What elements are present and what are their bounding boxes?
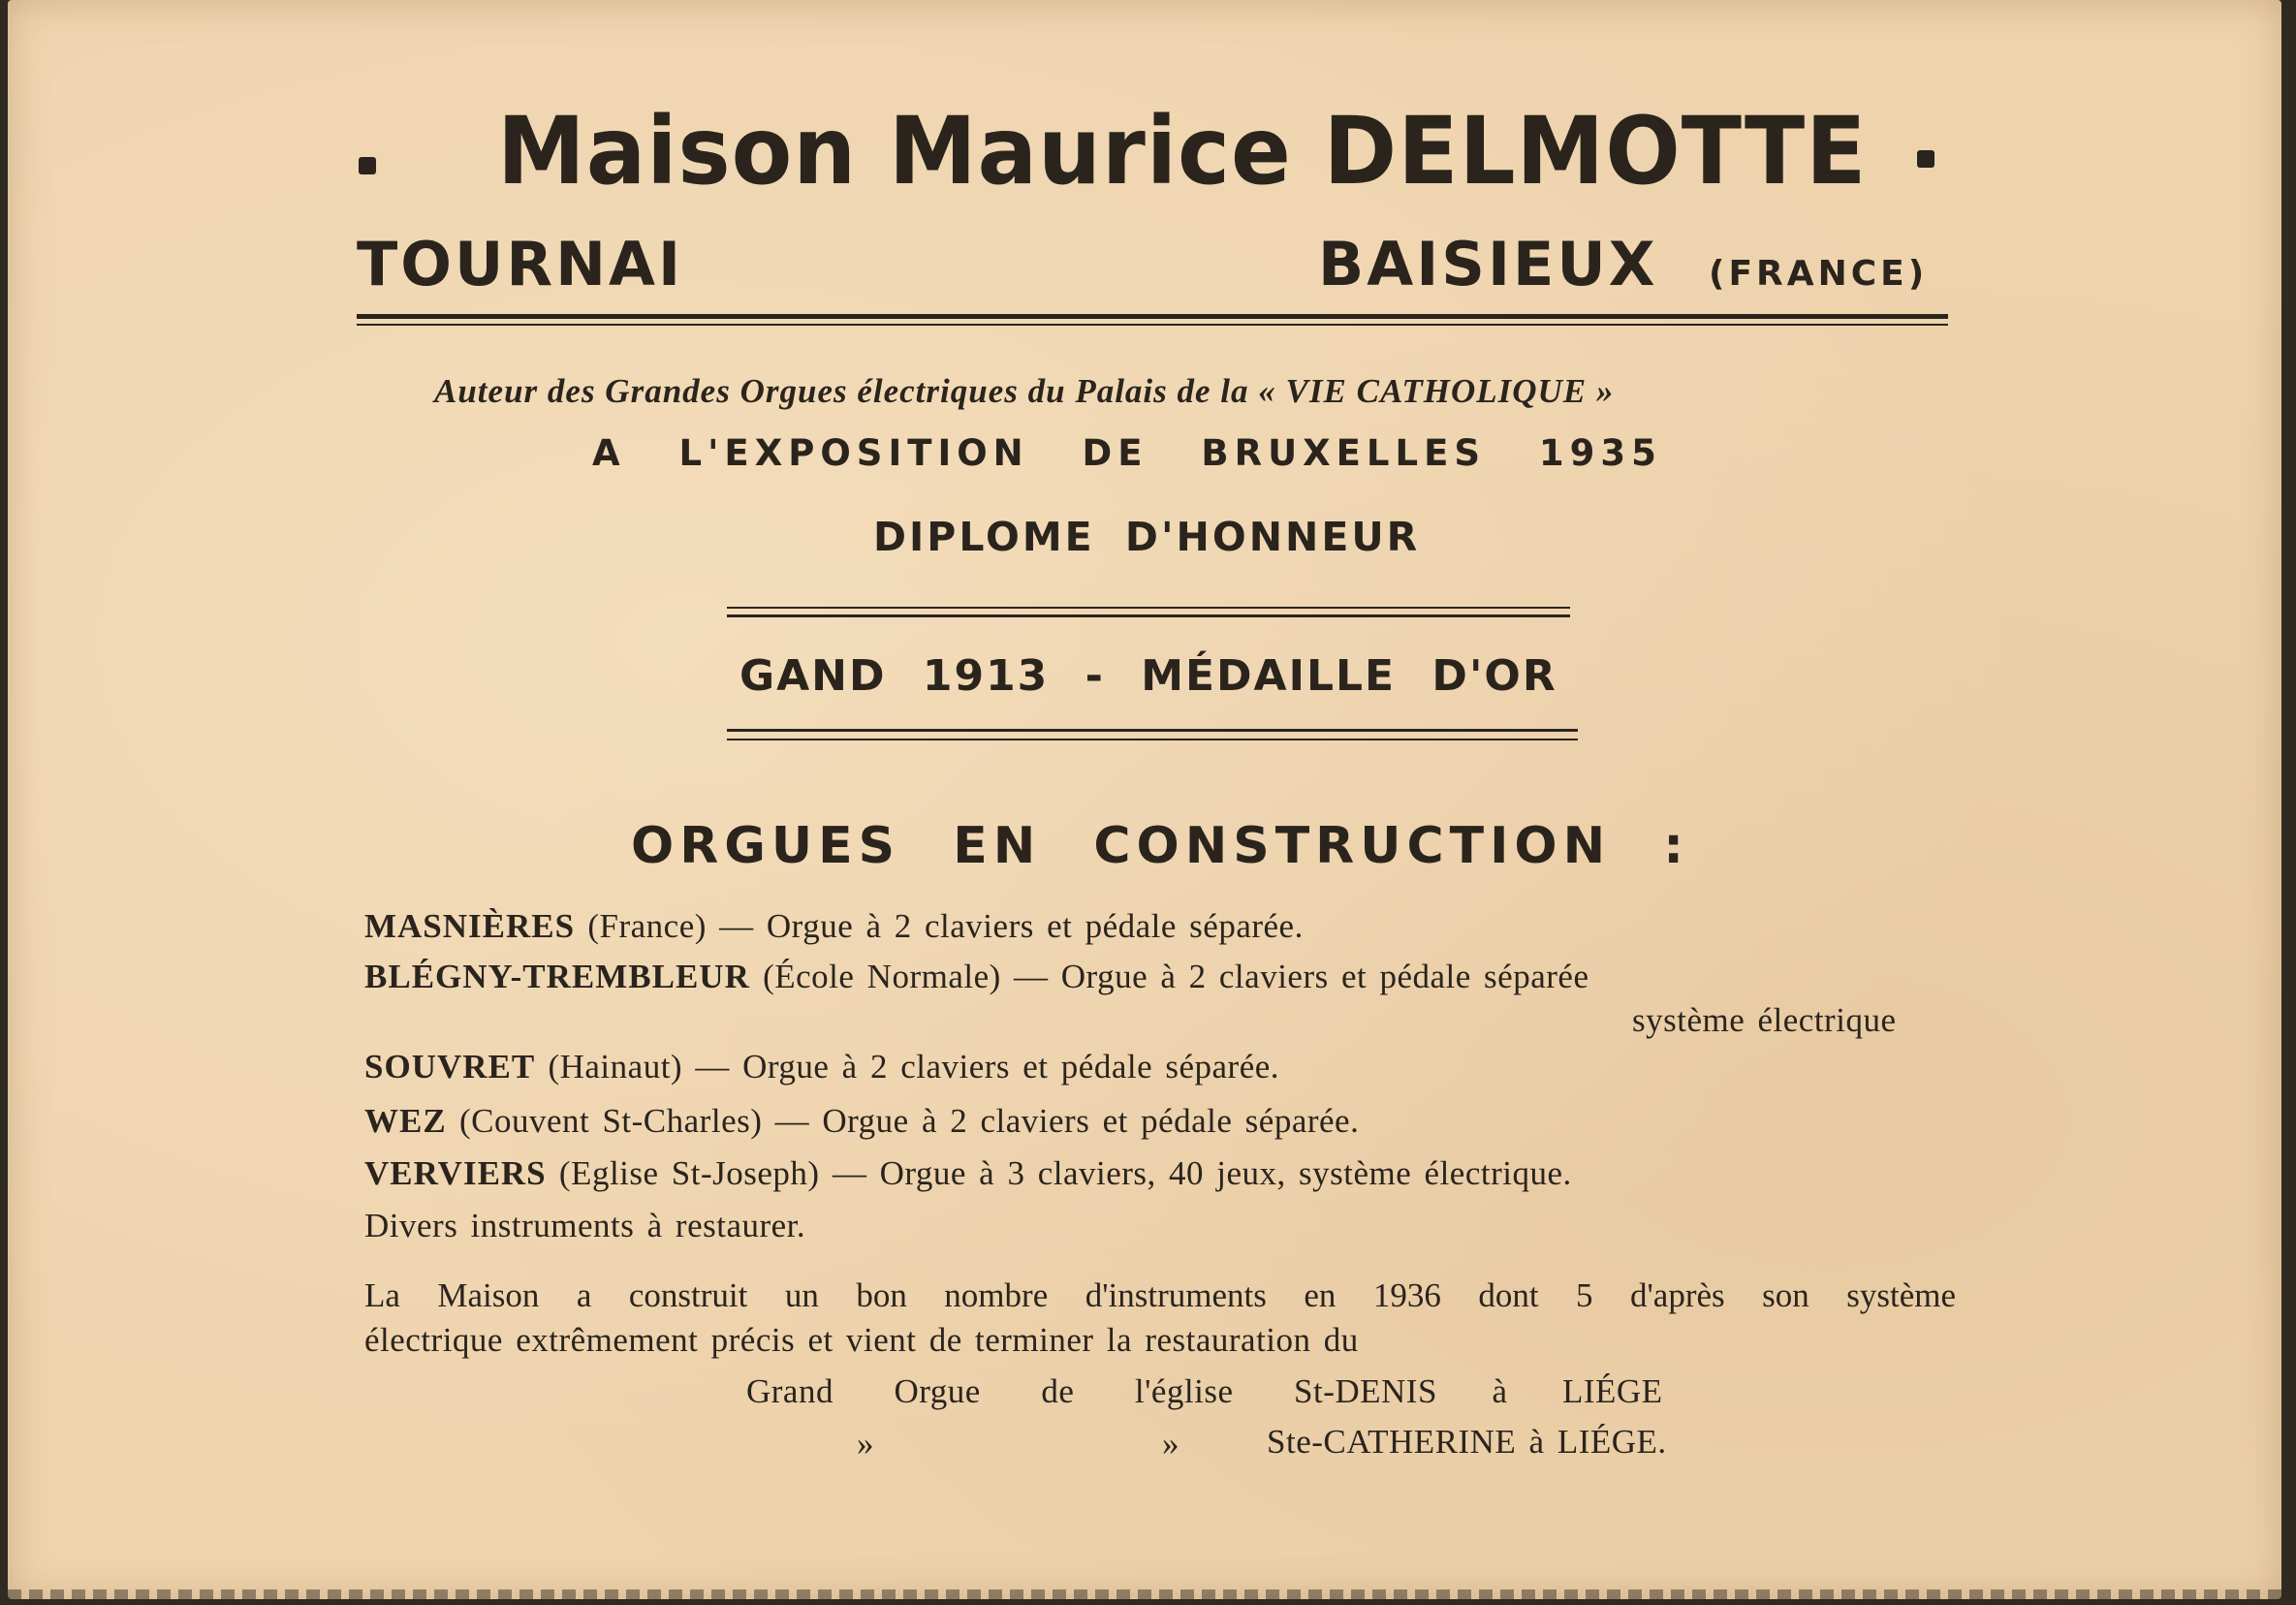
document-page (8, 0, 2281, 1599)
city-baisieux: BAISIEUX (1318, 229, 1658, 299)
organ-detail: (École Normale) — Orgue à 2 claviers et pédale séparée (749, 958, 1589, 995)
word: Orgue (894, 1372, 981, 1410)
restoration-ste-catherine: Ste-CATHERINE à LIÉGE. (1267, 1423, 1667, 1461)
title-bullet-left (359, 157, 376, 174)
ditto-mark-right: » (1162, 1425, 1179, 1463)
organ-item-blegny (364, 958, 1588, 996)
award-rule-bottom-2 (727, 739, 1578, 740)
paragraph-line-1: La Maison a construit un bon nombre d'instruments en 1936 dont 5 d'après son système (364, 1276, 1956, 1314)
company-title: Maison Maurice DELMOTTE (497, 97, 1868, 205)
award-rule-top-1 (727, 607, 1570, 609)
ditto-mark-left: » (857, 1425, 874, 1463)
word: St-DENIS (1294, 1372, 1437, 1410)
organ-item-wez (364, 1102, 1359, 1141)
organ-place: MASNIÈRES (364, 907, 576, 945)
organ-item-verviers (364, 1154, 1572, 1193)
paragraph-line-2: électrique extrêmement précis et vient de terminer la restauration du (364, 1321, 1359, 1359)
header-rule-thin (357, 324, 1948, 326)
word: Grand (746, 1372, 833, 1410)
header-rule-thick (357, 314, 1948, 319)
word: LIÉGE (1561, 1372, 1663, 1410)
organ-item-masnieres (364, 907, 1304, 946)
organ-detail: (Hainaut) — Orgue à 2 claviers et pédale séparée. (535, 1048, 1280, 1086)
organ-detail: (Eglise St-Joseph) — Orgue à 3 claviers, 40 jeux, système électrique. (546, 1154, 1572, 1192)
word: de (1041, 1372, 1075, 1410)
organ-place: BLÉGNY-TREMBLEUR (364, 958, 750, 995)
organ-place: SOUVRET (364, 1048, 536, 1086)
diplome-line: DIPLOME D'HONNEUR (873, 514, 1421, 560)
word: à (1492, 1372, 1508, 1410)
misc-instruments: Divers instruments à restaurer. (364, 1207, 806, 1244)
organ-detail: (France) — Orgue à 2 claviers et pédale séparée. (575, 907, 1304, 945)
award-rule-bottom-1 (727, 729, 1578, 732)
country-label: (FRANCE) (1709, 254, 1929, 294)
city-tournai: TOURNAI (357, 229, 684, 299)
organ-item-souvret (364, 1048, 1279, 1086)
award-line: GAND 1913 - MÉDAILLE D'OR (739, 651, 1557, 701)
organ-place: VERVIERS (364, 1154, 547, 1192)
exposition-line: A L'EXPOSITION DE BRUXELLES 1935 (592, 432, 1662, 474)
organ-detail: (Couvent St-Charles) — Orgue à 2 claviers et pédale séparée. (446, 1102, 1360, 1140)
tagline: Auteur des Grandes Orgues électriques du Palais de la « VIE CATHOLIQUE » (434, 372, 1615, 410)
torn-bottom-edge (8, 1589, 2281, 1599)
section-heading: ORGUES EN CONSTRUCTION : (631, 817, 1690, 875)
restoration-st-denis (746, 1372, 1663, 1411)
award-rule-top-2 (727, 614, 1570, 617)
organ-item-blegny-continuation: système électrique (1632, 1001, 1897, 1039)
word: l'église (1134, 1372, 1234, 1410)
organ-place: WEZ (364, 1102, 447, 1140)
title-bullet-right (1917, 150, 1934, 168)
